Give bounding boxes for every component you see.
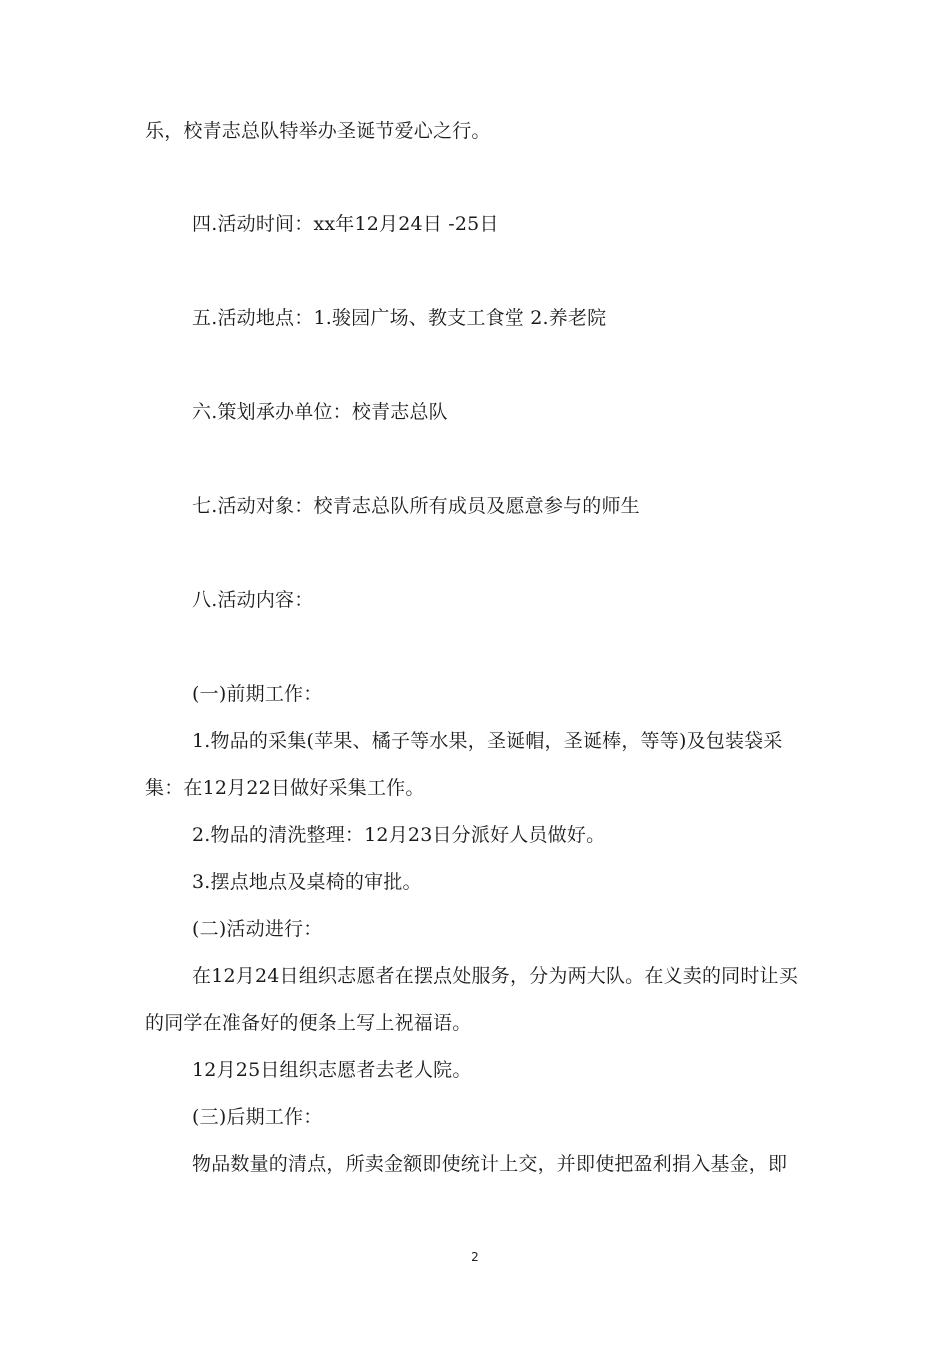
run-paragraph-2: 12月25日组织志愿者去老人院。: [192, 1059, 472, 1081]
section-4-time: 四.活动时间：xx年12月24日 -25日: [192, 213, 499, 235]
prep-item-3: 3.摆点地点及桌椅的审批。: [192, 871, 422, 893]
subsection-1-prep: (一)前期工作：: [192, 683, 323, 705]
subsection-3-post: (三)后期工作：: [192, 1106, 323, 1128]
section-7-audience: 七.活动对象：校青志总队所有成员及愿意参与的师生: [192, 495, 640, 517]
paragraph-line-1: 乐，校青志总队特举办圣诞节爱心之行。: [145, 120, 491, 142]
section-8-content: 八.活动内容：: [192, 589, 314, 611]
run-paragraph-1: 在12月24日组织志愿者在摆点处服务，分为两大队。在义卖的同时让买: [192, 965, 798, 987]
subsection-2-run: (二)活动进行：: [192, 918, 323, 940]
run-paragraph-1-cont: 的同学在准备好的便条上写上祝福语。: [145, 1012, 472, 1034]
prep-item-2: 2.物品的清洗整理：12月23日分派好人员做好。: [192, 824, 606, 846]
prep-item-1: 1.物品的采集(苹果、橘子等水果，圣诞帽，圣诞棒，等等)及包装袋采: [192, 730, 783, 752]
page-number: 2: [471, 1250, 479, 1264]
section-5-location: 五.活动地点：1.骏园广场、教支工食堂 2.养老院: [192, 307, 607, 329]
post-paragraph-1: 物品数量的清点，所卖金额即使统计上交，并即使把盈利捐入基金，即: [192, 1153, 788, 1175]
section-6-organizer: 六.策划承办单位：校青志总队: [192, 401, 448, 423]
prep-item-1-cont: 集：在12月22日做好采集工作。: [145, 777, 425, 799]
